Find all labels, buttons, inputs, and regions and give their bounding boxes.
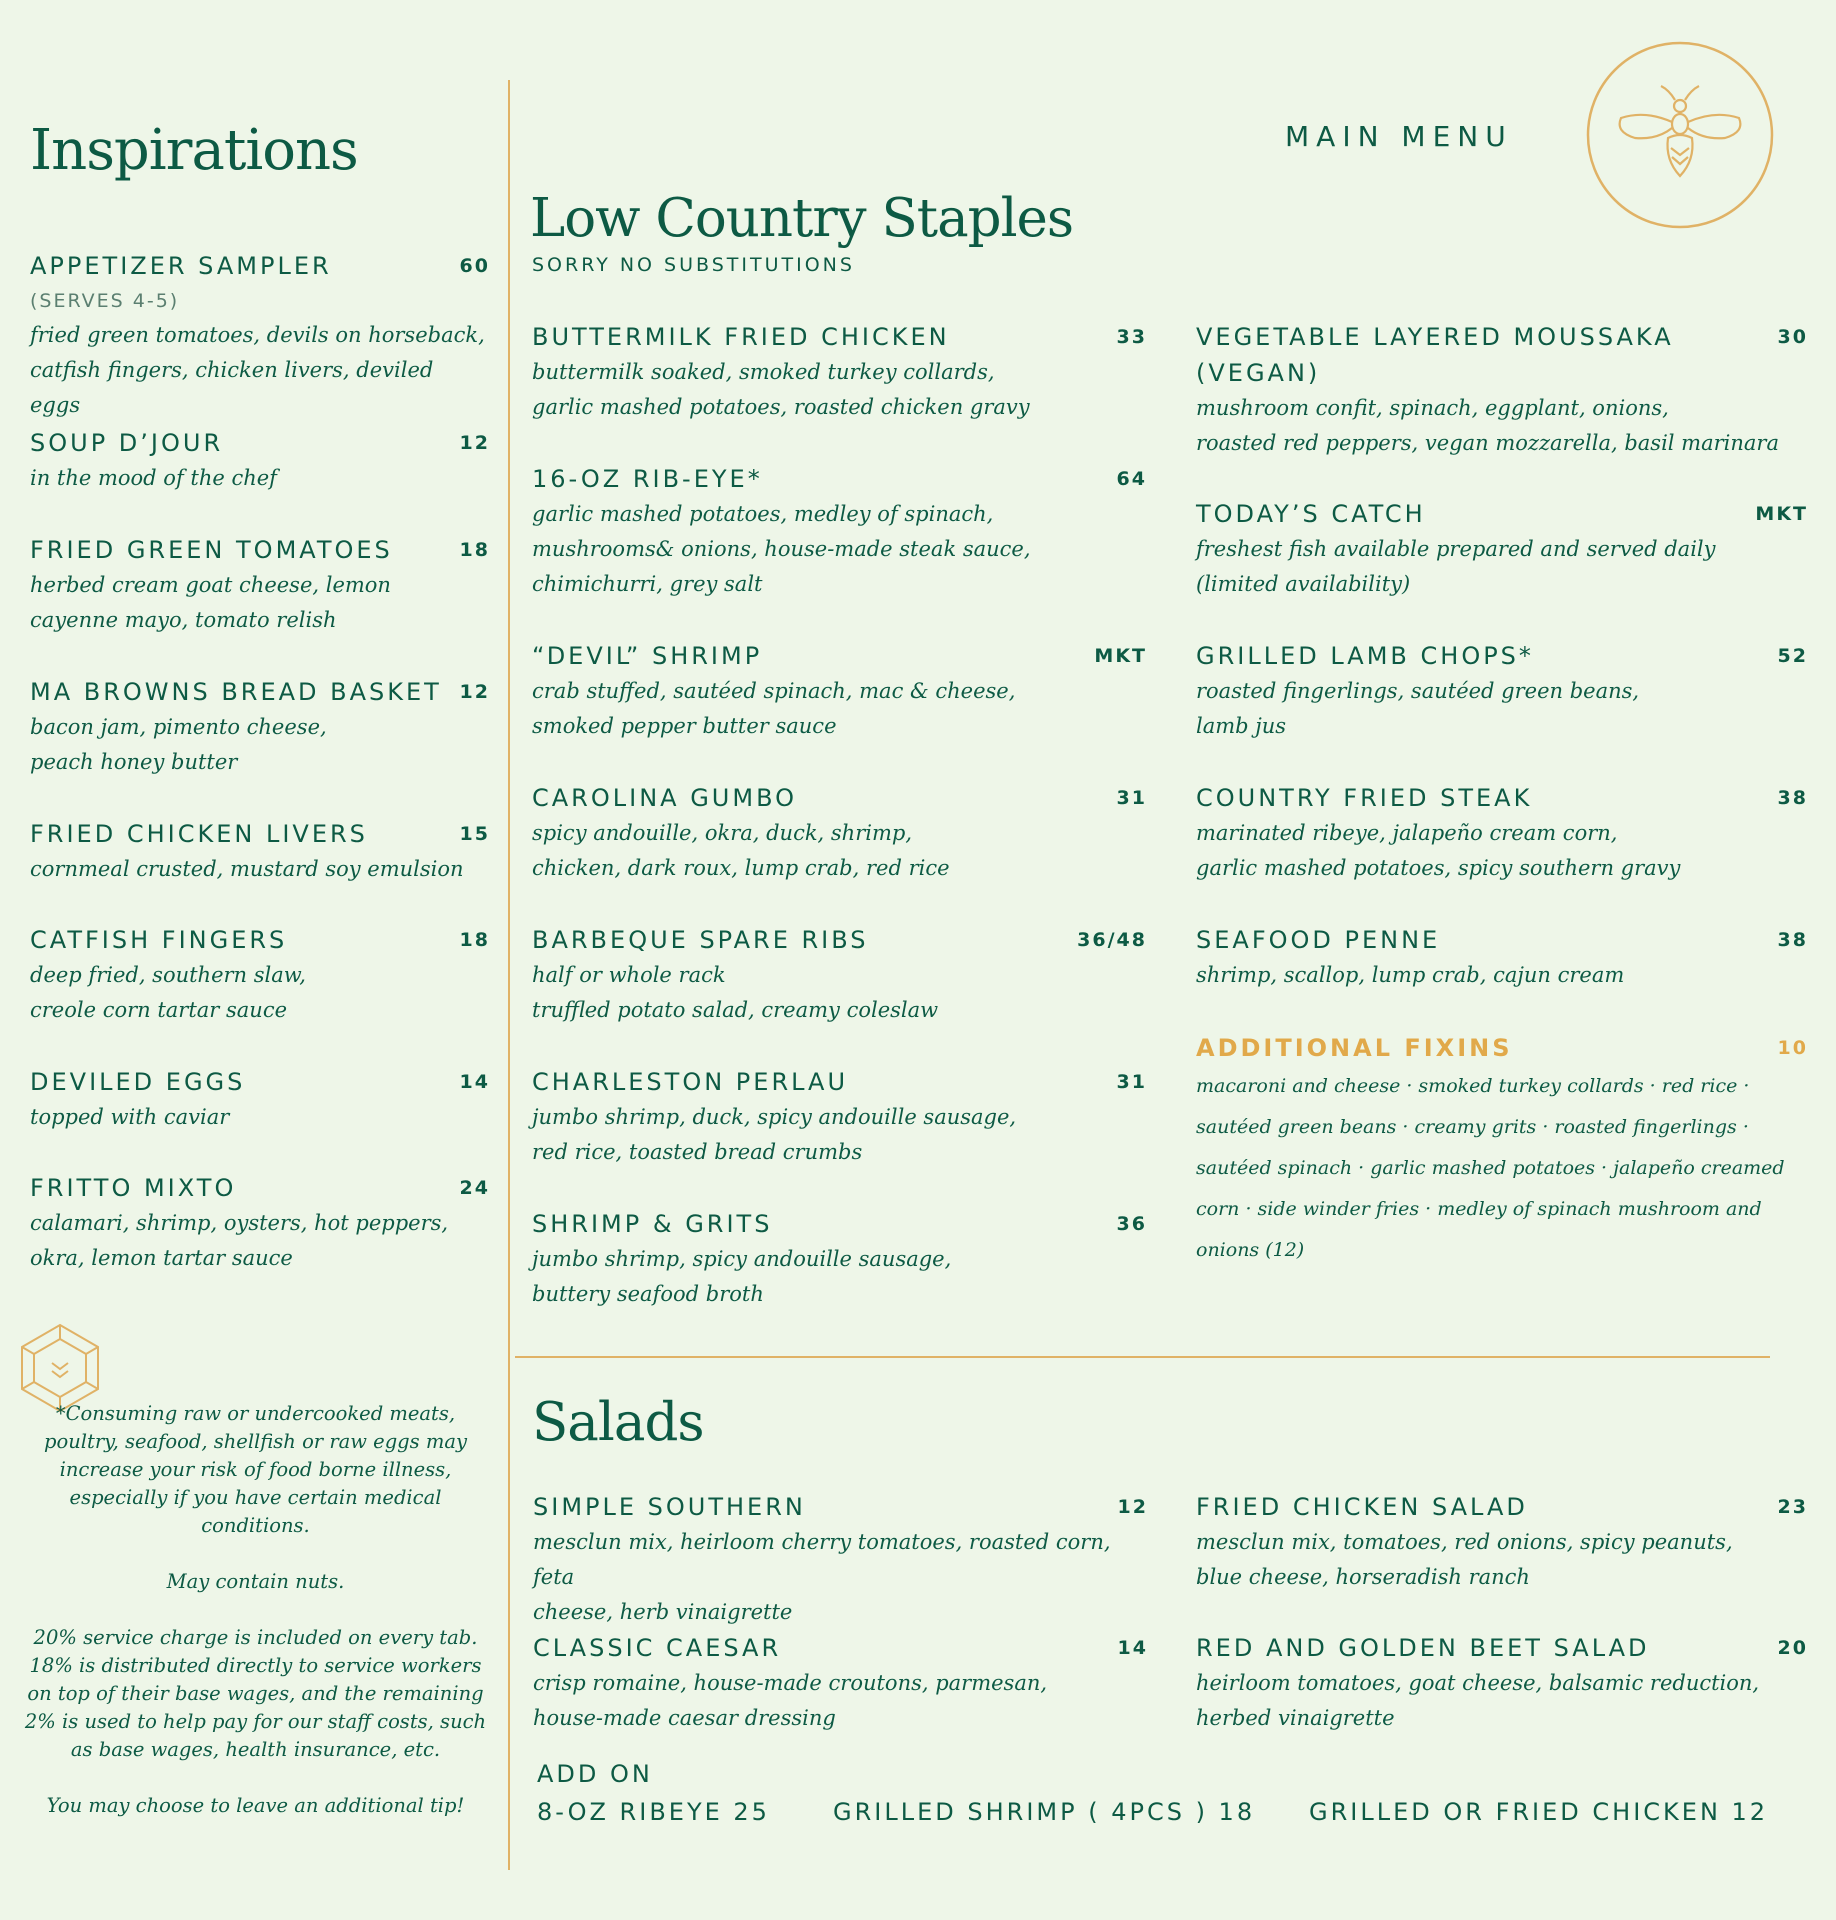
item-description: freshest fish available prepared and served daily (limited availability)	[1196, 537, 1716, 596]
item-description: bacon jam, pimento cheese, peach honey butter	[30, 715, 327, 774]
menu-item	[532, 638, 1147, 744]
bee-logo-icon	[1585, 40, 1775, 230]
item-name: CATFISH FINGERS	[30, 926, 288, 954]
item-description: mesclun mix, tomatoes, red onions, spicy peanuts, blue cheese, horseradish ranch	[1196, 1530, 1733, 1589]
item-name: FRITTO MIXTO	[30, 1174, 237, 1202]
item-price: 18	[459, 929, 490, 951]
item-name: FRIED CHICKEN SALAD	[1196, 1493, 1528, 1521]
item-description: cornmeal crusted, mustard soy emulsion	[30, 857, 464, 881]
item-price: 12	[1117, 1496, 1148, 1518]
item-name: MA BROWNS BREAD BASKET	[30, 678, 442, 706]
item-name: SIMPLE SOUTHERN	[533, 1493, 806, 1521]
item-price: 31	[1116, 1071, 1147, 1093]
nuts-warning: May contain nuts.	[166, 1570, 345, 1593]
horizontal-divider	[515, 1356, 1770, 1358]
item-name: SOUP D’JOUR	[30, 429, 224, 457]
menu-item	[532, 1064, 1147, 1170]
item-name: VEGETABLE LAYERED MOUSSAKA (VEGAN)	[1196, 323, 1674, 387]
item-price: 52	[1777, 645, 1808, 667]
menu-item	[30, 816, 490, 887]
item-price: 38	[1777, 787, 1808, 809]
inspirations-title: Inspirations	[30, 118, 358, 183]
item-price: 14	[459, 1071, 490, 1093]
item-name: FRIED GREEN TOMATOES	[30, 536, 393, 564]
menu-item	[1196, 922, 1808, 993]
item-description: in the mood of the chef	[30, 466, 277, 490]
fixins-desc: macaroni and cheese · smoked turkey collards · red rice · sautéed green beans · creamy grits · roasted fingerlings · sautéed spinach · garlic mashed potatoes · jalapeño creamed corn · side winder fries · medley of spinach mushroom and onions (12)	[1196, 1075, 1785, 1261]
menu-item	[532, 922, 1147, 1028]
add-on-ribeye: 8-OZ RIBEYE 25	[537, 1798, 770, 1826]
item-name: BUTTERMILK FRIED CHICKEN	[532, 323, 950, 351]
menu-item	[30, 248, 490, 423]
item-description: spicy andouille, okra, duck, shrimp, chicken, dark roux, lump crab, red rice	[532, 821, 950, 880]
menu-item	[30, 1170, 490, 1276]
item-name: APPETIZER SAMPLER	[30, 252, 332, 280]
item-price: 31	[1116, 787, 1147, 809]
vertical-divider	[508, 80, 510, 1870]
item-name: 16-OZ RIB-EYE*	[532, 465, 763, 493]
serves-note: (SERVES 4-5)	[30, 290, 180, 312]
item-price: MKT	[1094, 645, 1147, 667]
menu-item	[532, 319, 1147, 425]
disclaimer	[18, 1400, 493, 1848]
item-price: 64	[1116, 468, 1147, 490]
item-description: deep fried, southern slaw, creole corn tartar sauce	[30, 963, 306, 1022]
item-description: mushroom confit, spinach, eggplant, onions, roasted red peppers, vegan mozzarella, basil marinara	[1196, 396, 1779, 455]
staples-subtitle: SORRY NO SUBSTITUTIONS	[532, 254, 855, 276]
menu-item	[30, 425, 490, 496]
item-price: 36/48	[1077, 929, 1147, 951]
add-on-label: ADD ON	[537, 1760, 653, 1788]
additional-fixins	[1196, 1030, 1808, 1271]
menu-item	[532, 461, 1147, 602]
item-price: 38	[1777, 929, 1808, 951]
item-name: TODAY’S CATCH	[1196, 500, 1426, 528]
menu-item	[1196, 1489, 1808, 1595]
raw-food-warning: *Consuming raw or undercooked meats, poultry, seafood, shellfish or raw eggs may increase your risk of food borne illness, especially if you have certain medical conditions.	[43, 1402, 468, 1537]
item-description: calamari, shrimp, oysters, hot peppers, okra, lemon tartar sauce	[30, 1211, 449, 1270]
salads-title: Salads	[532, 1392, 704, 1453]
fixins-price: 10	[1777, 1037, 1808, 1059]
menu-item	[532, 780, 1147, 886]
menu-item	[1196, 638, 1808, 744]
item-description: topped with caviar	[30, 1105, 230, 1129]
item-price: 12	[459, 432, 490, 454]
item-price: 15	[459, 823, 490, 845]
item-description: heirloom tomatoes, goat cheese, balsamic reduction, herbed vinaigrette	[1196, 1671, 1760, 1730]
item-name: CAROLINA GUMBO	[532, 784, 797, 812]
menu-item	[1196, 780, 1808, 886]
item-price: 33	[1116, 326, 1147, 348]
item-description: garlic mashed potatoes, medley of spinach, mushrooms& onions, house-made steak sauce, chimichurri, grey salt	[532, 502, 1031, 596]
item-description: half or whole rack truffled potato salad, creamy coleslaw	[532, 963, 939, 1022]
menu-item	[532, 1206, 1147, 1312]
item-name: CLASSIC CAESAR	[533, 1634, 782, 1662]
item-description: roasted fingerlings, sautéed green beans, lamb jus	[1196, 679, 1640, 738]
item-price: 23	[1777, 1496, 1808, 1518]
item-description: mesclun mix, heirloom cherry tomatoes, roasted corn, feta cheese, herb vinaigrette	[533, 1530, 1111, 1624]
item-price: 14	[1117, 1637, 1148, 1659]
tip-note: You may choose to leave an additional tip!	[46, 1794, 465, 1817]
item-description: crisp romaine, house-made croutons, parmesan, house-made caesar dressing	[533, 1671, 1048, 1730]
menu-item	[533, 1489, 1148, 1630]
menu-item	[533, 1630, 1148, 1736]
item-description: shrimp, scallop, lump crab, cajun cream	[1196, 963, 1625, 987]
menu-item	[1196, 1630, 1808, 1736]
item-price: 30	[1777, 326, 1808, 348]
item-name: FRIED CHICKEN LIVERS	[30, 820, 368, 848]
menu-item	[1196, 319, 1808, 461]
item-name: BARBEQUE SPARE RIBS	[532, 926, 869, 954]
item-price: 36	[1116, 1213, 1147, 1235]
item-name: SHRIMP & GRITS	[532, 1210, 773, 1238]
item-name: CHARLESTON PERLAU	[532, 1068, 849, 1096]
main-menu-label: MAIN MENU	[1285, 120, 1513, 153]
item-description: herbed cream goat cheese, lemon cayenne mayo, tomato relish	[30, 573, 391, 632]
item-price: 24	[459, 1177, 490, 1199]
add-on-chicken: GRILLED OR FRIED CHICKEN 12	[1309, 1798, 1769, 1826]
staples-title: Low Country Staples	[530, 188, 1074, 249]
item-name: “DEVIL” SHRIMP	[532, 642, 763, 670]
menu-item	[30, 1064, 490, 1135]
item-description: crab stuffed, sautéed spinach, mac & cheese, smoked pepper butter sauce	[532, 679, 1016, 738]
item-description: buttermilk soaked, smoked turkey collards, garlic mashed potatoes, roasted chicken gravy	[532, 360, 1030, 419]
item-description: marinated ribeye, jalapeño cream corn, garlic mashed potatoes, spicy southern gravy	[1196, 821, 1681, 880]
item-description: jumbo shrimp, duck, spicy andouille sausage, red rice, toasted bread crumbs	[532, 1105, 1017, 1164]
item-price: MKT	[1755, 503, 1808, 525]
item-description: jumbo shrimp, spicy andouille sausage, buttery seafood broth	[532, 1247, 952, 1306]
item-name: SEAFOOD PENNE	[1196, 926, 1441, 954]
menu-item	[1196, 496, 1808, 602]
fixins-name: ADDITIONAL FIXINS	[1196, 1034, 1513, 1062]
item-name: COUNTRY FRIED STEAK	[1196, 784, 1533, 812]
item-name: DEVILED EGGS	[30, 1068, 246, 1096]
menu-item	[30, 532, 490, 638]
menu-item	[30, 674, 490, 780]
item-name: GRILLED LAMB CHOPS*	[1196, 642, 1534, 670]
item-price: 12	[459, 681, 490, 703]
menu-item	[30, 922, 490, 1028]
item-name: RED AND GOLDEN BEET SALAD	[1196, 1634, 1650, 1662]
item-price: 20	[1777, 1637, 1808, 1659]
item-price: 18	[459, 539, 490, 561]
item-price: 60	[459, 255, 490, 277]
add-on-shrimp: GRILLED SHRIMP ( 4PCS ) 18	[833, 1798, 1256, 1826]
item-description: fried green tomatoes, devils on horseback, catfish fingers, chicken livers, deviled eggs	[30, 323, 485, 417]
service-charge-note: 20% service charge is included on every tab. 18% is distributed directly to service workers on top of their base wages, and the remaining 2% is used to help pay for our staff costs, such as base wages, health insurance, etc.	[24, 1626, 487, 1761]
